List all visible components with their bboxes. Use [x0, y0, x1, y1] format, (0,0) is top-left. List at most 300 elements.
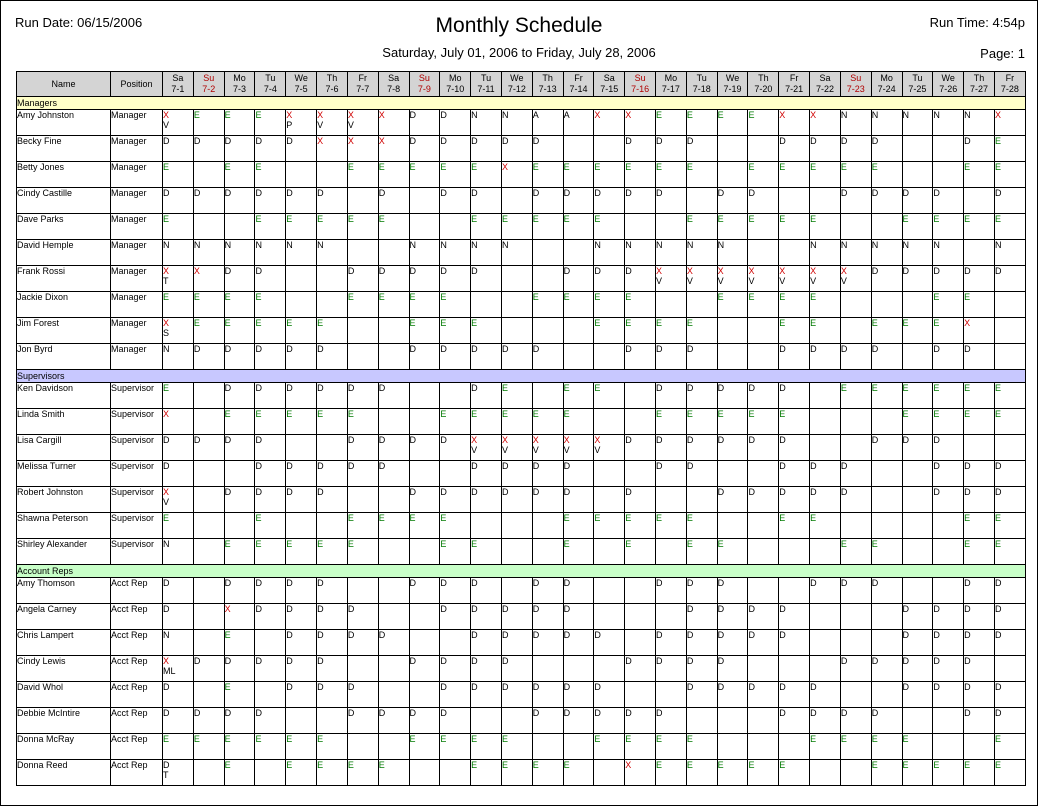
shift-cell[interactable]: D	[686, 578, 717, 604]
shift-cell[interactable]: E	[933, 760, 964, 786]
shift-cell[interactable]: D	[440, 136, 471, 162]
shift-cell[interactable]: E	[717, 110, 748, 136]
shift-cell[interactable]: D	[163, 435, 194, 461]
shift-cell[interactable]: E	[594, 318, 625, 344]
shift-cell[interactable]: D	[563, 188, 594, 214]
shift-cell[interactable]: A	[563, 110, 594, 136]
shift-cell[interactable]	[501, 318, 532, 344]
shift-cell[interactable]: N	[409, 240, 440, 266]
shift-cell[interactable]: X V	[317, 110, 348, 136]
shift-cell[interactable]	[378, 656, 409, 682]
shift-cell[interactable]	[378, 318, 409, 344]
shift-cell[interactable]: D	[532, 682, 563, 708]
shift-cell[interactable]	[286, 292, 317, 318]
shift-cell[interactable]	[532, 383, 563, 409]
shift-cell[interactable]	[656, 292, 687, 318]
shift-cell[interactable]: D	[779, 136, 810, 162]
shift-cell[interactable]: N	[810, 240, 841, 266]
shift-cell[interactable]: E	[686, 214, 717, 240]
shift-cell[interactable]	[286, 266, 317, 292]
shift-cell[interactable]: D	[286, 578, 317, 604]
shift-cell[interactable]	[347, 734, 378, 760]
shift-cell[interactable]	[840, 409, 871, 435]
shift-cell[interactable]: E	[594, 513, 625, 539]
shift-cell[interactable]: D	[255, 383, 286, 409]
shift-cell[interactable]: E	[748, 214, 779, 240]
shift-cell[interactable]	[409, 409, 440, 435]
shift-cell[interactable]	[994, 292, 1025, 318]
shift-cell[interactable]	[902, 461, 933, 487]
shift-cell[interactable]: D	[471, 188, 502, 214]
shift-cell[interactable]: D	[347, 630, 378, 656]
shift-cell[interactable]: D	[902, 188, 933, 214]
shift-cell[interactable]	[347, 487, 378, 513]
shift-cell[interactable]	[409, 604, 440, 630]
shift-cell[interactable]: D	[779, 708, 810, 734]
shift-cell[interactable]: E	[563, 162, 594, 188]
shift-cell[interactable]	[317, 266, 348, 292]
shift-cell[interactable]: D	[994, 266, 1025, 292]
shift-cell[interactable]: D	[286, 487, 317, 513]
shift-cell[interactable]: D	[409, 110, 440, 136]
shift-cell[interactable]: E	[501, 734, 532, 760]
shift-cell[interactable]: E	[902, 760, 933, 786]
shift-cell[interactable]: D	[717, 383, 748, 409]
shift-cell[interactable]	[193, 578, 224, 604]
shift-cell[interactable]: E	[563, 409, 594, 435]
shift-cell[interactable]: X V	[532, 435, 563, 461]
shift-cell[interactable]: E	[563, 539, 594, 565]
shift-cell[interactable]	[378, 539, 409, 565]
shift-cell[interactable]: E	[471, 539, 502, 565]
shift-cell[interactable]: D	[994, 487, 1025, 513]
shift-cell[interactable]	[378, 409, 409, 435]
shift-cell[interactable]: E	[656, 110, 687, 136]
shift-cell[interactable]	[748, 656, 779, 682]
shift-cell[interactable]: D	[779, 383, 810, 409]
shift-cell[interactable]: X V	[347, 110, 378, 136]
shift-cell[interactable]: D	[994, 578, 1025, 604]
shift-cell[interactable]: E	[748, 409, 779, 435]
shift-cell[interactable]: D	[964, 461, 995, 487]
shift-cell[interactable]: D	[532, 136, 563, 162]
shift-cell[interactable]: E	[347, 513, 378, 539]
shift-cell[interactable]: D	[501, 604, 532, 630]
shift-cell[interactable]: E	[286, 409, 317, 435]
shift-cell[interactable]: D	[964, 630, 995, 656]
shift-cell[interactable]: D	[717, 487, 748, 513]
shift-cell[interactable]: D	[440, 110, 471, 136]
shift-cell[interactable]: D	[501, 344, 532, 370]
shift-cell[interactable]: D	[440, 266, 471, 292]
shift-cell[interactable]	[563, 344, 594, 370]
shift-cell[interactable]: E	[717, 214, 748, 240]
shift-cell[interactable]	[810, 435, 841, 461]
shift-cell[interactable]: N	[255, 240, 286, 266]
shift-cell[interactable]: E	[748, 162, 779, 188]
shift-cell[interactable]: E	[994, 383, 1025, 409]
shift-cell[interactable]: D	[471, 630, 502, 656]
shift-cell[interactable]: D	[810, 344, 841, 370]
shift-cell[interactable]: X V	[594, 435, 625, 461]
shift-cell[interactable]: D	[563, 604, 594, 630]
shift-cell[interactable]	[625, 409, 656, 435]
shift-cell[interactable]: D	[933, 344, 964, 370]
shift-cell[interactable]	[933, 513, 964, 539]
shift-cell[interactable]	[840, 214, 871, 240]
shift-cell[interactable]	[748, 344, 779, 370]
shift-cell[interactable]	[779, 188, 810, 214]
shift-cell[interactable]: N	[717, 240, 748, 266]
shift-cell[interactable]	[347, 656, 378, 682]
shift-cell[interactable]: E	[625, 734, 656, 760]
shift-cell[interactable]: E	[810, 734, 841, 760]
shift-cell[interactable]	[193, 383, 224, 409]
shift-cell[interactable]: E	[779, 318, 810, 344]
shift-cell[interactable]: D	[532, 461, 563, 487]
shift-cell[interactable]: D	[317, 188, 348, 214]
shift-cell[interactable]	[779, 240, 810, 266]
shift-cell[interactable]: E	[378, 513, 409, 539]
shift-cell[interactable]: D	[224, 383, 255, 409]
shift-cell[interactable]	[840, 318, 871, 344]
shift-cell[interactable]: D	[779, 344, 810, 370]
shift-cell[interactable]: D	[563, 682, 594, 708]
shift-cell[interactable]	[193, 461, 224, 487]
shift-cell[interactable]	[840, 435, 871, 461]
shift-cell[interactable]	[440, 461, 471, 487]
shift-cell[interactable]: D	[902, 630, 933, 656]
shift-cell[interactable]: D	[532, 630, 563, 656]
shift-cell[interactable]	[717, 318, 748, 344]
shift-cell[interactable]: E	[686, 513, 717, 539]
shift-cell[interactable]: E	[347, 214, 378, 240]
shift-cell[interactable]: N	[471, 110, 502, 136]
shift-cell[interactable]: D	[686, 461, 717, 487]
shift-cell[interactable]: D	[286, 461, 317, 487]
shift-cell[interactable]	[902, 292, 933, 318]
shift-cell[interactable]: E	[317, 760, 348, 786]
shift-cell[interactable]: N	[317, 240, 348, 266]
shift-cell[interactable]: E	[317, 318, 348, 344]
shift-cell[interactable]: D	[933, 188, 964, 214]
shift-cell[interactable]: D	[686, 383, 717, 409]
shift-cell[interactable]: D	[563, 578, 594, 604]
shift-cell[interactable]	[871, 409, 902, 435]
shift-cell[interactable]: E	[779, 292, 810, 318]
shift-cell[interactable]	[347, 318, 378, 344]
shift-cell[interactable]	[902, 513, 933, 539]
shift-cell[interactable]: D	[532, 604, 563, 630]
shift-cell[interactable]: N	[871, 110, 902, 136]
shift-cell[interactable]: D	[286, 656, 317, 682]
shift-cell[interactable]: E	[255, 318, 286, 344]
shift-cell[interactable]	[193, 409, 224, 435]
shift-cell[interactable]: D	[933, 487, 964, 513]
shift-cell[interactable]	[810, 539, 841, 565]
shift-cell[interactable]: D	[409, 487, 440, 513]
shift-cell[interactable]: D	[409, 578, 440, 604]
shift-cell[interactable]: N	[840, 240, 871, 266]
shift-cell[interactable]: D	[347, 435, 378, 461]
shift-cell[interactable]: D	[840, 578, 871, 604]
shift-cell[interactable]	[193, 487, 224, 513]
shift-cell[interactable]: D	[871, 708, 902, 734]
shift-cell[interactable]: E	[810, 513, 841, 539]
shift-cell[interactable]: N	[686, 240, 717, 266]
shift-cell[interactable]	[810, 604, 841, 630]
shift-cell[interactable]: N	[471, 240, 502, 266]
shift-cell[interactable]	[193, 630, 224, 656]
shift-cell[interactable]	[471, 708, 502, 734]
shift-cell[interactable]	[625, 578, 656, 604]
shift-cell[interactable]: D	[810, 461, 841, 487]
shift-cell[interactable]: E	[286, 734, 317, 760]
shift-cell[interactable]: E	[563, 513, 594, 539]
shift-cell[interactable]	[933, 734, 964, 760]
shift-cell[interactable]: D	[686, 682, 717, 708]
shift-cell[interactable]: E	[563, 214, 594, 240]
shift-cell[interactable]: D	[594, 266, 625, 292]
shift-cell[interactable]	[409, 630, 440, 656]
shift-cell[interactable]	[378, 578, 409, 604]
shift-cell[interactable]: N	[286, 240, 317, 266]
shift-cell[interactable]	[902, 708, 933, 734]
shift-cell[interactable]: D	[717, 656, 748, 682]
shift-cell[interactable]: E	[317, 734, 348, 760]
shift-cell[interactable]: D	[255, 435, 286, 461]
shift-cell[interactable]: E	[347, 162, 378, 188]
shift-cell[interactable]: X P	[286, 110, 317, 136]
shift-cell[interactable]: E	[625, 513, 656, 539]
shift-cell[interactable]: X V	[779, 266, 810, 292]
shift-cell[interactable]	[871, 214, 902, 240]
shift-cell[interactable]: E	[317, 214, 348, 240]
shift-cell[interactable]: X	[163, 409, 194, 435]
shift-cell[interactable]: D	[224, 188, 255, 214]
shift-cell[interactable]: E	[964, 513, 995, 539]
shift-cell[interactable]	[656, 487, 687, 513]
shift-cell[interactable]: E	[748, 292, 779, 318]
shift-cell[interactable]: D	[471, 383, 502, 409]
shift-cell[interactable]: D	[964, 656, 995, 682]
shift-cell[interactable]	[717, 162, 748, 188]
shift-cell[interactable]	[347, 578, 378, 604]
shift-cell[interactable]	[594, 409, 625, 435]
shift-cell[interactable]: E	[717, 409, 748, 435]
shift-cell[interactable]	[532, 539, 563, 565]
shift-cell[interactable]	[378, 487, 409, 513]
shift-cell[interactable]: D	[748, 435, 779, 461]
shift-cell[interactable]: E	[779, 760, 810, 786]
shift-cell[interactable]: E	[409, 734, 440, 760]
shift-cell[interactable]	[840, 292, 871, 318]
shift-cell[interactable]: D	[255, 188, 286, 214]
shift-cell[interactable]	[964, 435, 995, 461]
shift-cell[interactable]: D	[686, 604, 717, 630]
shift-cell[interactable]: D	[871, 435, 902, 461]
shift-cell[interactable]	[686, 487, 717, 513]
shift-cell[interactable]: E	[717, 760, 748, 786]
shift-cell[interactable]: E	[994, 734, 1025, 760]
shift-cell[interactable]: E	[779, 162, 810, 188]
shift-cell[interactable]: N	[501, 110, 532, 136]
shift-cell[interactable]: D	[440, 188, 471, 214]
shift-cell[interactable]: D	[656, 435, 687, 461]
shift-cell[interactable]	[501, 513, 532, 539]
shift-cell[interactable]	[933, 539, 964, 565]
shift-cell[interactable]: E	[255, 539, 286, 565]
shift-cell[interactable]	[717, 461, 748, 487]
shift-cell[interactable]: D	[286, 383, 317, 409]
shift-cell[interactable]	[594, 760, 625, 786]
shift-cell[interactable]: E	[656, 162, 687, 188]
shift-cell[interactable]: D	[255, 578, 286, 604]
shift-cell[interactable]	[501, 266, 532, 292]
shift-cell[interactable]: E	[224, 110, 255, 136]
shift-cell[interactable]: D	[440, 344, 471, 370]
shift-cell[interactable]: X V	[163, 487, 194, 513]
shift-cell[interactable]: D	[779, 604, 810, 630]
shift-cell[interactable]: X	[224, 604, 255, 630]
shift-cell[interactable]: E	[163, 214, 194, 240]
shift-cell[interactable]: E	[286, 214, 317, 240]
shift-cell[interactable]: E	[779, 214, 810, 240]
shift-cell[interactable]: D	[224, 656, 255, 682]
shift-cell[interactable]	[563, 318, 594, 344]
shift-cell[interactable]: E	[409, 162, 440, 188]
shift-cell[interactable]	[409, 461, 440, 487]
shift-cell[interactable]	[656, 539, 687, 565]
shift-cell[interactable]: D	[933, 630, 964, 656]
shift-cell[interactable]	[594, 656, 625, 682]
shift-cell[interactable]: D	[902, 266, 933, 292]
shift-cell[interactable]: D	[317, 461, 348, 487]
shift-cell[interactable]: D	[748, 188, 779, 214]
shift-cell[interactable]: D	[625, 656, 656, 682]
shift-cell[interactable]	[902, 136, 933, 162]
shift-cell[interactable]	[440, 383, 471, 409]
shift-cell[interactable]: D	[193, 435, 224, 461]
shift-cell[interactable]	[902, 539, 933, 565]
shift-cell[interactable]: D	[594, 708, 625, 734]
shift-cell[interactable]: E	[501, 409, 532, 435]
shift-cell[interactable]	[440, 630, 471, 656]
shift-cell[interactable]: D	[625, 487, 656, 513]
shift-cell[interactable]: D	[656, 188, 687, 214]
shift-cell[interactable]: D	[163, 461, 194, 487]
shift-cell[interactable]	[255, 760, 286, 786]
shift-cell[interactable]	[594, 539, 625, 565]
shift-cell[interactable]: E	[224, 162, 255, 188]
shift-cell[interactable]	[933, 162, 964, 188]
shift-cell[interactable]: E	[255, 292, 286, 318]
shift-cell[interactable]: E	[347, 539, 378, 565]
shift-cell[interactable]: D	[933, 266, 964, 292]
shift-cell[interactable]: D	[532, 344, 563, 370]
shift-cell[interactable]: E	[224, 760, 255, 786]
shift-cell[interactable]: D	[163, 188, 194, 214]
shift-cell[interactable]: D	[994, 682, 1025, 708]
shift-cell[interactable]	[286, 162, 317, 188]
shift-cell[interactable]: D	[933, 461, 964, 487]
shift-cell[interactable]: E	[532, 409, 563, 435]
shift-cell[interactable]	[625, 682, 656, 708]
shift-cell[interactable]: E	[409, 318, 440, 344]
shift-cell[interactable]: D	[563, 487, 594, 513]
shift-cell[interactable]: E	[594, 383, 625, 409]
shift-cell[interactable]: D	[686, 630, 717, 656]
shift-cell[interactable]: E	[964, 292, 995, 318]
shift-cell[interactable]: E	[255, 513, 286, 539]
shift-cell[interactable]: D	[810, 136, 841, 162]
shift-cell[interactable]: D	[501, 630, 532, 656]
shift-cell[interactable]: X	[594, 110, 625, 136]
shift-cell[interactable]: E	[686, 734, 717, 760]
shift-cell[interactable]	[347, 188, 378, 214]
shift-cell[interactable]	[902, 578, 933, 604]
shift-cell[interactable]: E	[532, 292, 563, 318]
shift-cell[interactable]: D	[471, 136, 502, 162]
shift-cell[interactable]: D	[255, 708, 286, 734]
shift-cell[interactable]: D	[471, 604, 502, 630]
shift-cell[interactable]: E	[902, 318, 933, 344]
shift-cell[interactable]	[748, 318, 779, 344]
shift-cell[interactable]	[625, 461, 656, 487]
shift-cell[interactable]: X V	[840, 266, 871, 292]
shift-cell[interactable]	[933, 578, 964, 604]
shift-cell[interactable]: D	[224, 487, 255, 513]
shift-cell[interactable]: D	[163, 682, 194, 708]
shift-cell[interactable]	[501, 292, 532, 318]
shift-cell[interactable]: D	[471, 487, 502, 513]
shift-cell[interactable]: E	[964, 383, 995, 409]
shift-cell[interactable]: D	[255, 656, 286, 682]
shift-cell[interactable]: X V	[471, 435, 502, 461]
shift-cell[interactable]: E	[840, 162, 871, 188]
shift-cell[interactable]: E	[224, 409, 255, 435]
shift-cell[interactable]	[286, 435, 317, 461]
shift-cell[interactable]	[286, 708, 317, 734]
shift-cell[interactable]: N	[163, 240, 194, 266]
shift-cell[interactable]: D	[594, 630, 625, 656]
shift-cell[interactable]: E	[686, 162, 717, 188]
shift-cell[interactable]: E	[871, 162, 902, 188]
shift-cell[interactable]	[193, 539, 224, 565]
shift-cell[interactable]	[717, 136, 748, 162]
shift-cell[interactable]: D	[779, 682, 810, 708]
shift-cell[interactable]: E	[255, 734, 286, 760]
shift-cell[interactable]: E	[255, 214, 286, 240]
shift-cell[interactable]	[532, 734, 563, 760]
shift-cell[interactable]: D	[964, 136, 995, 162]
shift-cell[interactable]	[378, 734, 409, 760]
shift-cell[interactable]: E	[686, 539, 717, 565]
shift-cell[interactable]: E	[193, 734, 224, 760]
shift-cell[interactable]	[717, 734, 748, 760]
shift-cell[interactable]: D	[347, 682, 378, 708]
shift-cell[interactable]	[317, 513, 348, 539]
shift-cell[interactable]: D	[378, 383, 409, 409]
shift-cell[interactable]: D	[409, 344, 440, 370]
shift-cell[interactable]: N	[163, 539, 194, 565]
shift-cell[interactable]: D	[625, 136, 656, 162]
shift-cell[interactable]: E	[840, 734, 871, 760]
shift-cell[interactable]: D	[501, 461, 532, 487]
shift-cell[interactable]: E	[501, 214, 532, 240]
shift-cell[interactable]: D	[286, 630, 317, 656]
shift-cell[interactable]: E	[286, 760, 317, 786]
